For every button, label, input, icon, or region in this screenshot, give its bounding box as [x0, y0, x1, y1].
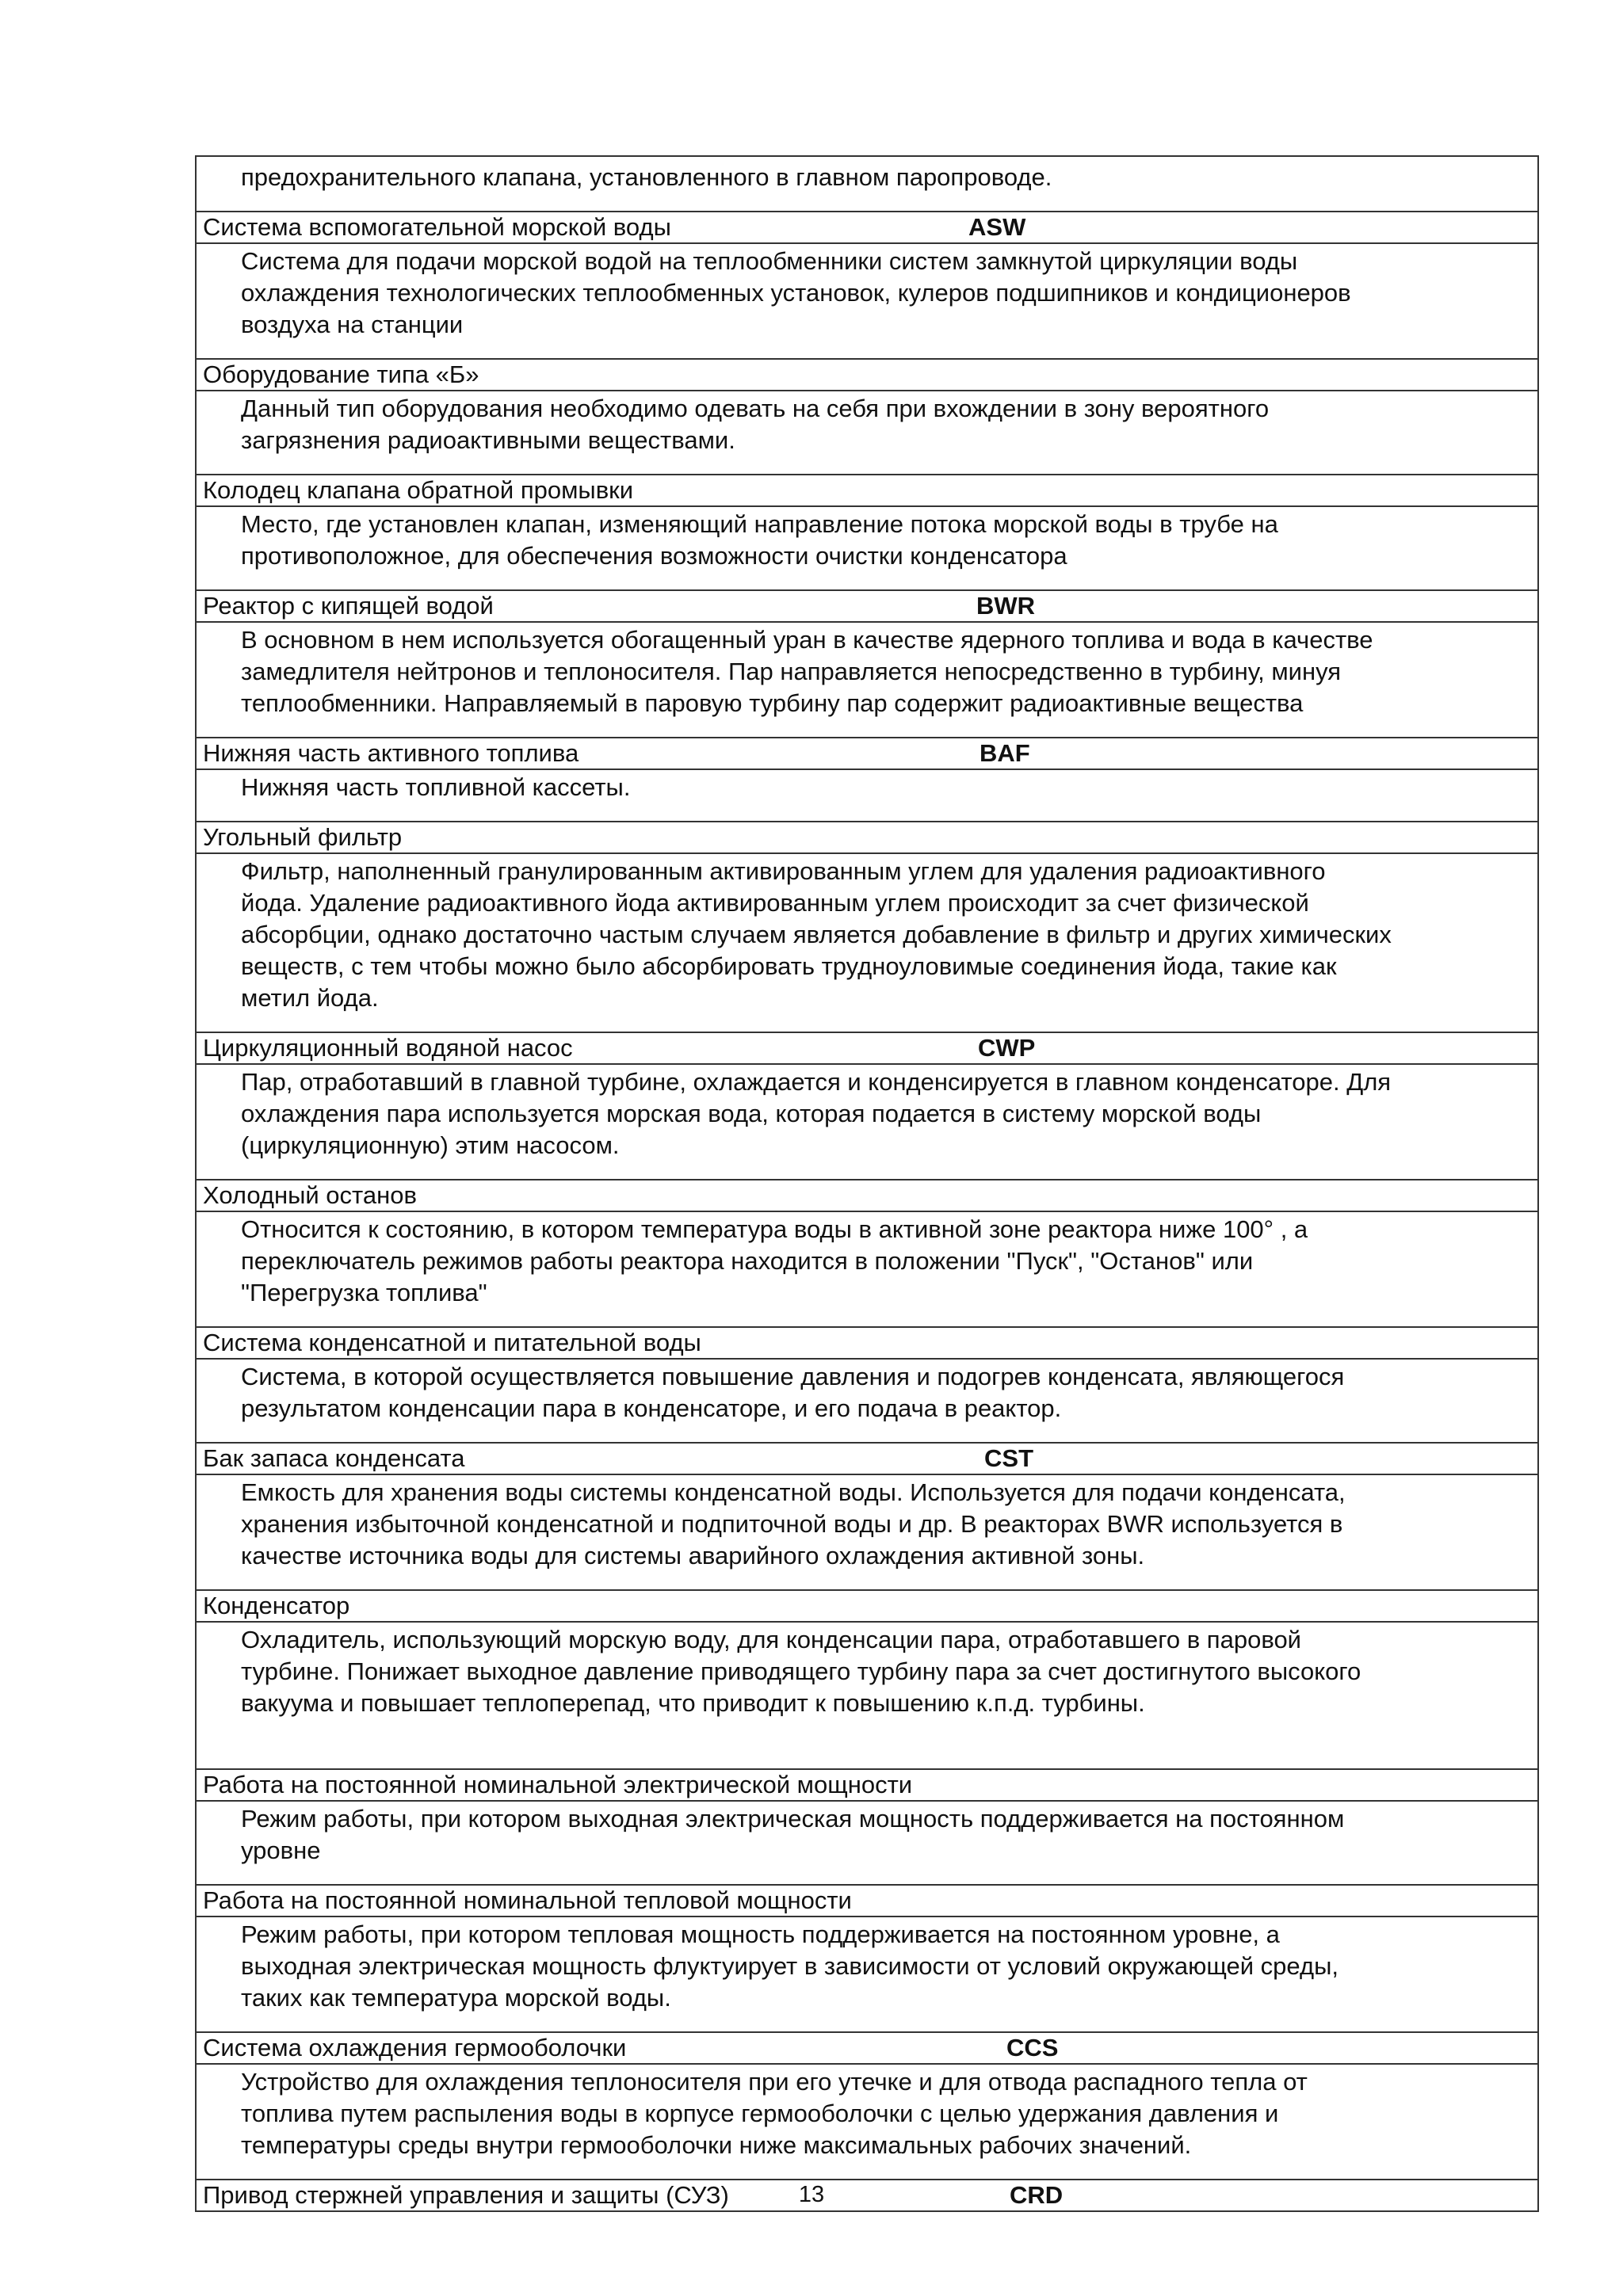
glossary-entry-9-term-row: [196, 1180, 1538, 1211]
glossary-entry-12-term-row: [196, 1590, 1538, 1622]
glossary-entry-4-term-row: [196, 475, 1538, 506]
term-abbreviation: BAF: [980, 739, 1030, 767]
term-cell: [196, 1885, 1538, 1917]
glossary-entry-5-term-row: [196, 590, 1538, 622]
glossary-entry-8-term-row: [196, 1032, 1538, 1064]
definition-line: Место, где установлен клапан, изменяющий направление потока морской воды в трубе на: [241, 510, 1278, 538]
glossary-entry-4-definition-row: [196, 506, 1538, 590]
term-cell: [196, 1769, 1538, 1801]
glossary-entry-6-definition-row: [196, 769, 1538, 822]
term-cell: [196, 1032, 1538, 1064]
definition-line: температуры среды внутри гермооболочки ниже максимальных рабочих значений.: [241, 2131, 1192, 2159]
term-title: Система охлаждения гермооболочки: [203, 2034, 627, 2061]
definition-line: Режим работы, при котором тепловая мощность поддерживается на постоянном уровне, а: [241, 1920, 1280, 1948]
definition-line: таких как температура морской воды.: [241, 1984, 671, 2012]
definition-line: Нижняя часть топливной кассеты.: [241, 773, 631, 801]
glossary-entry-10-definition-row: [196, 1359, 1538, 1443]
glossary-entry-14-definition-row: [196, 1917, 1538, 2032]
definition-line: качестве источника воды для системы аварийного охлаждения активной зоны.: [241, 1542, 1145, 1569]
term-cell: [196, 2032, 1538, 2064]
term-title: Реактор с кипящей водой: [203, 592, 494, 620]
glossary-entry-3-definition-row: [196, 391, 1538, 475]
definition-cell: [196, 853, 1538, 1032]
definition-line: охлаждения технологических теплообменных установок, кулеров подшипников и кондиционеров: [241, 279, 1351, 307]
glossary-entry-1-definition-row: [196, 156, 1538, 212]
term-cell: [196, 212, 1538, 243]
definition-line: [241, 1719, 1531, 1751]
glossary-entry-2-term-row: [196, 212, 1538, 243]
term-cell: [196, 1180, 1538, 1211]
definition-line: "Перегрузка топлива": [241, 1279, 487, 1306]
definition-cell: [196, 769, 1538, 822]
definition-line: Охладитель, использующий морскую воду, для конденсации пара, отработавшего в паровой: [241, 1626, 1301, 1653]
term-title: Нижняя часть активного топлива: [203, 739, 579, 767]
term-abbreviation: CCS: [1006, 2034, 1059, 2061]
definition-cell: [196, 506, 1538, 590]
definition-cell: [196, 1359, 1538, 1443]
definition-line: абсорбции, однако достаточно частым случаем является добавление в фильтр и других химических: [241, 921, 1392, 948]
glossary-body: [196, 156, 1538, 2211]
term-title: Система конденсатной и питательной воды: [203, 1329, 701, 1356]
term-title: Система вспомогательной морской воды: [203, 213, 671, 241]
definition-line: топлива путем распыления воды в корпусе гермооболочки с целью удержания давления и: [241, 2100, 1279, 2127]
term-title: Привод стержней управления и защиты (СУЗ): [203, 2181, 729, 2209]
definition-line: В основном в нем используется обогащенный уран в качестве ядерного топлива и вода в качестве: [241, 626, 1373, 654]
term-title: Угольный фильтр: [203, 823, 403, 851]
definition-line: Относится к состоянию, в котором температура воды в активной зоне реактора ниже 100° , а: [241, 1215, 1308, 1243]
term-title: Оборудование типа «Б»: [203, 360, 479, 388]
definition-line: Емкость для хранения воды системы конденсатной воды. Используется для подачи конденсата,: [241, 1478, 1346, 1506]
glossary-entry-11-term-row: [196, 1443, 1538, 1474]
definition-line: охлаждения пара используется морская вода, которая подается в систему морской воды: [241, 1100, 1262, 1127]
term-cell: [196, 738, 1538, 769]
definition-line: Устройство для охлаждения теплоносителя при его утечке и для отвода распадного тепла от: [241, 2068, 1308, 2096]
definition-line: Система для подачи морской водой на теплообменники систем замкнутой циркуляции воды: [241, 247, 1298, 275]
term-title: Колодец клапана обратной промывки: [203, 476, 634, 504]
term-cell: [196, 822, 1538, 853]
term-cell: [196, 1590, 1538, 1622]
definition-line: замедлителя нейтронов и теплоносителя. Пар направляется непосредственно в турбину, минуя: [241, 658, 1342, 685]
definition-line: уровне: [241, 1836, 321, 1864]
glossary-entry-15-term-row: [196, 2032, 1538, 2064]
definition-cell: [196, 1917, 1538, 2032]
definition-cell: [196, 1474, 1538, 1590]
definition-line: Пар, отработавший в главной турбине, охлаждается и конденсируется в главном конденсаторе. Для: [241, 1068, 1392, 1096]
definition-cell: [196, 622, 1538, 738]
glossary-entry-11-definition-row: [196, 1474, 1538, 1590]
glossary-entry-14-term-row: [196, 1885, 1538, 1917]
definition-line: турбине. Понижает выходное давление приводящего турбину пара за счет достигнутого высокого: [241, 1657, 1361, 1685]
page-number: 13: [798, 2182, 825, 2207]
term-abbreviation: BWR: [976, 592, 1036, 620]
definition-line: переключатель режимов работы реактора находится в положении "Пуск", "Останов" или: [241, 1247, 1254, 1275]
definition-cell: [196, 156, 1538, 212]
definition-line: веществ, с тем чтобы можно было абсорбировать трудноуловимые соединения йода, такие как: [241, 952, 1337, 980]
definition-cell: [196, 2064, 1538, 2180]
glossary-entry-9-definition-row: [196, 1211, 1538, 1327]
glossary-entry-12-definition-row: [196, 1622, 1538, 1769]
term-cell: [196, 475, 1538, 506]
definition-line: Данный тип оборудования необходимо одевать на себя при вхождении в зону вероятного: [241, 395, 1270, 422]
definition-line: хранения избыточной конденсатной и подпиточной воды и др. В реакторах BWR используется в: [241, 1510, 1343, 1538]
glossary-entry-13-term-row: [196, 1769, 1538, 1801]
term-abbreviation: CRD: [1010, 2181, 1064, 2209]
definition-line: воздуха на станции: [241, 311, 464, 338]
term-title: Холодный останов: [203, 1181, 417, 1209]
term-cell: [196, 590, 1538, 622]
term-abbreviation: CWP: [978, 1034, 1036, 1062]
definition-line: противоположное, для обеспечения возможности очистки конденсатора: [241, 542, 1067, 570]
definition-cell: [196, 1801, 1538, 1885]
definition-line: (циркуляционную) этим насосом.: [241, 1131, 620, 1159]
glossary-entry-13-definition-row: [196, 1801, 1538, 1885]
glossary-entry-7-definition-row: [196, 853, 1538, 1032]
term-cell: [196, 359, 1538, 391]
term-abbreviation: ASW: [968, 213, 1026, 241]
definition-line: метил йода.: [241, 984, 379, 1012]
glossary-entry-3-term-row: [196, 359, 1538, 391]
term-title: Конденсатор: [203, 1592, 350, 1619]
definition-cell: [196, 1064, 1538, 1180]
glossary-entry-2-definition-row: [196, 243, 1538, 359]
term-title: Циркуляционный водяной насос: [203, 1034, 573, 1062]
definition-cell: [196, 1622, 1538, 1769]
definition-line: Система, в которой осуществляется повышение давления и подогрев конденсата, являющегося: [241, 1363, 1345, 1390]
definition-line: Фильтр, наполненный гранулированным активированным углем для удаления радиоактивного: [241, 857, 1326, 885]
glossary-entry-6-term-row: [196, 738, 1538, 769]
definition-cell: [196, 243, 1538, 359]
definition-line: загрязнения радиоактивными веществами.: [241, 426, 735, 454]
term-abbreviation: CST: [984, 1444, 1033, 1472]
glossary-entry-5-definition-row: [196, 622, 1538, 738]
definition-line: вакуума и повышает теплоперепад, что приводит к повышению к.п.д. турбины.: [241, 1689, 1145, 1717]
definition-line: выходная электрическая мощность флуктуирует в зависимости от условий окружающей среды,: [241, 1952, 1338, 1980]
term-title: Работа на постоянной номинальной электрической мощности: [203, 1771, 913, 1798]
definition-line: Режим работы, при котором выходная электрическая мощность поддерживается на постоянном: [241, 1805, 1345, 1833]
definition-line: предохранительного клапана, установленного в главном паропроводе.: [241, 163, 1052, 191]
glossary-entry-15-definition-row: [196, 2064, 1538, 2180]
definition-line: теплообменники. Направляемый в паровую турбину пар содержит радиоактивные вещества: [241, 689, 1304, 717]
glossary-entry-7-term-row: [196, 822, 1538, 853]
term-title: Бак запаса конденсата: [203, 1444, 465, 1472]
glossary-entry-10-term-row: [196, 1327, 1538, 1359]
definition-line: йода. Удаление радиоактивного йода активированным углем происходит за счет физической: [241, 889, 1309, 917]
glossary-entry-8-definition-row: [196, 1064, 1538, 1180]
glossary-table: [195, 155, 1539, 2212]
term-cell: [196, 1327, 1538, 1359]
term-cell: [196, 1443, 1538, 1474]
definition-cell: [196, 391, 1538, 475]
definition-line: результатом конденсации пара в конденсаторе, и его подача в реактор.: [241, 1394, 1062, 1422]
definition-cell: [196, 1211, 1538, 1327]
term-title: Работа на постоянной номинальной тепловой мощности: [203, 1886, 852, 1914]
